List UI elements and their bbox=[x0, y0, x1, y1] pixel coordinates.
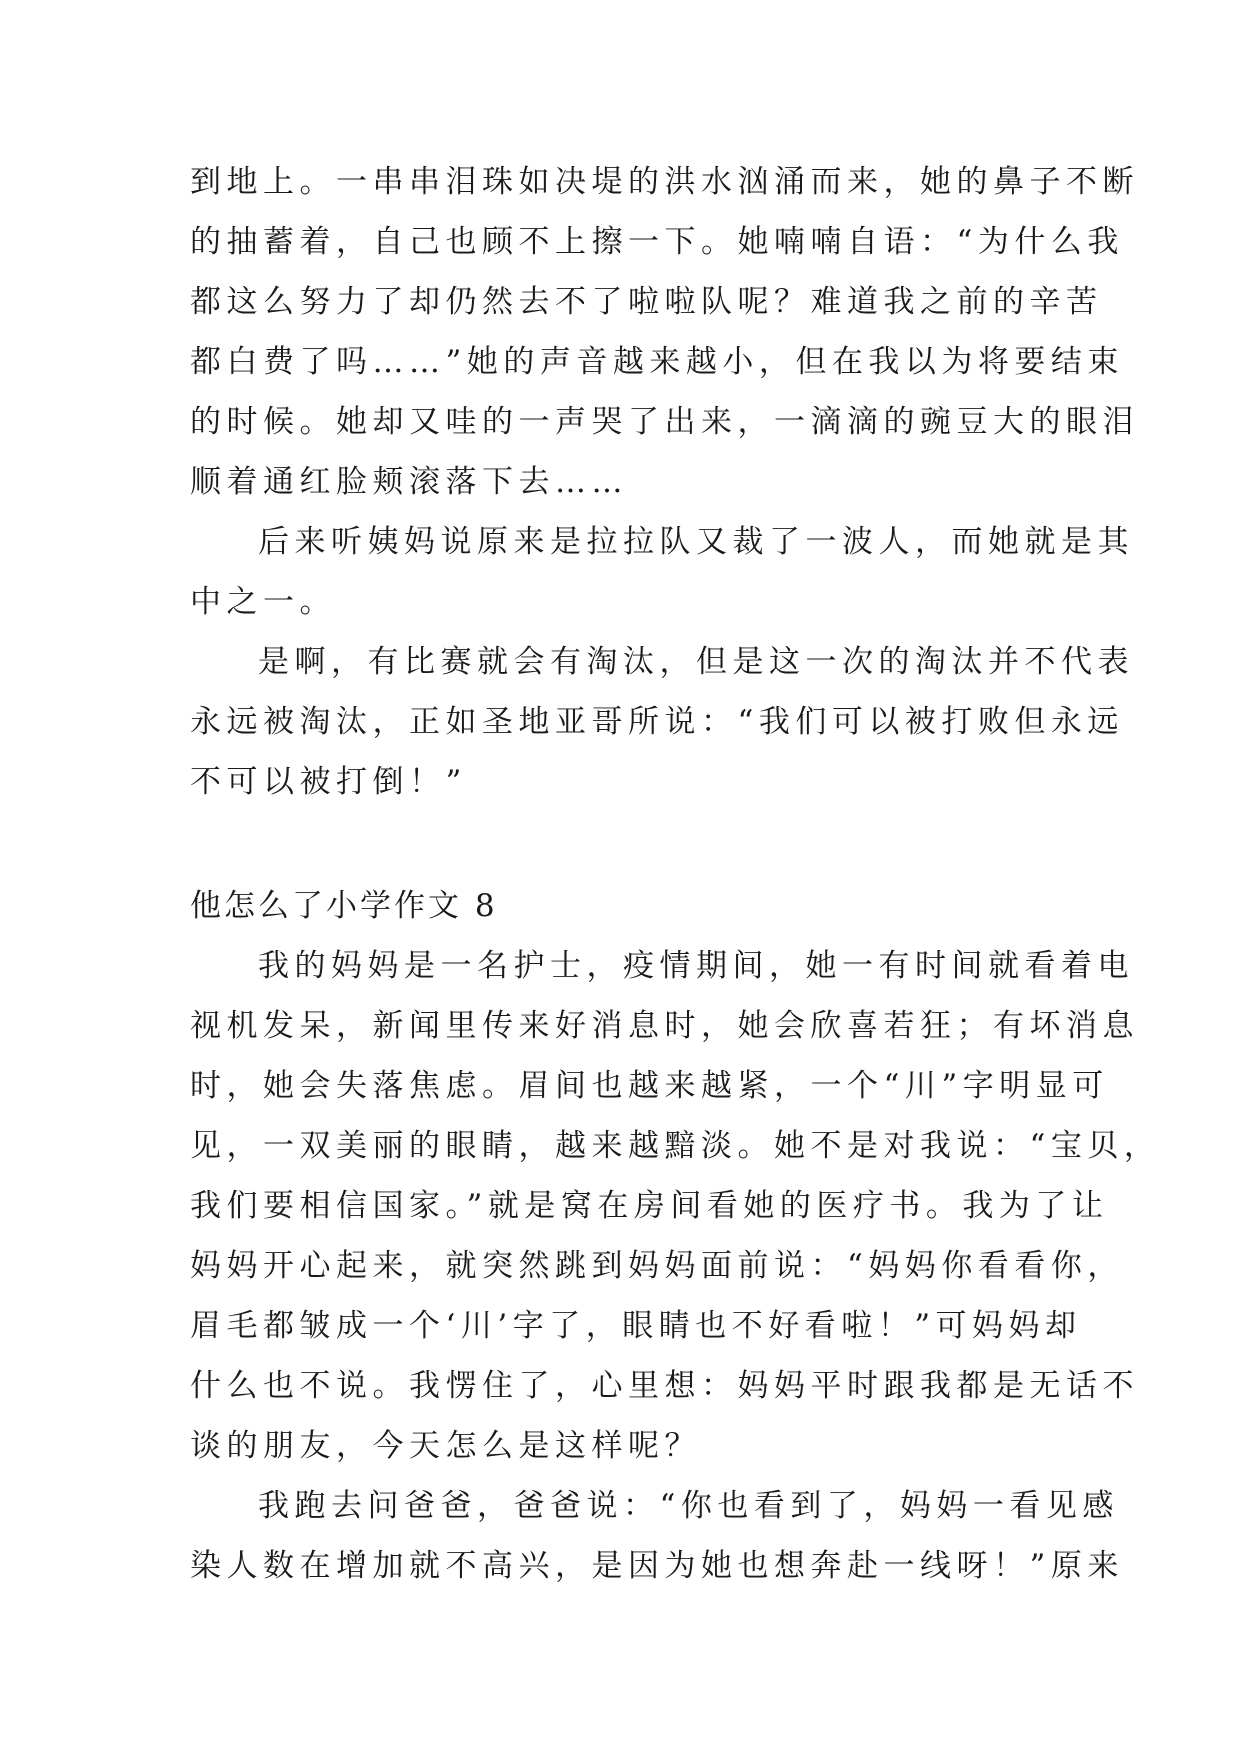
text-line: 永远被淘汰，正如圣地亚哥所说：“我们可以被打败但永远 bbox=[190, 704, 1124, 740]
text-line: 都这么努力了却仍然去不了啦啦队呢？难道我之前的辛苦 bbox=[190, 284, 1103, 320]
text-line: 什么也不说。我愣住了，心里想：妈妈平时跟我都是无话不 bbox=[190, 1368, 1139, 1404]
section-spacer bbox=[190, 812, 1050, 876]
paragraph-5 bbox=[190, 1476, 1124, 1596]
text-line: 的时候。她却又哇的一声哭了出来，一滴滴的豌豆大的眼泪 bbox=[190, 404, 1139, 440]
text-line: 我跑去问爸爸，爸爸说：“你也看到了，妈妈一看见感 bbox=[258, 1488, 1119, 1524]
text-line: 视机发呆，新闻里传来好消息时，她会欣喜若狂；有坏消息 bbox=[190, 1008, 1139, 1044]
text-line: 的抽蓄着，自己也顾不上擦一下。她喃喃自语：“为什么我 bbox=[190, 224, 1124, 260]
text-line: 中之一。 bbox=[190, 584, 336, 620]
text-line: 眉毛都皱成一个‘川’字了，眼睛也不好看啦！”可妈妈却 bbox=[190, 1308, 1082, 1344]
text-line: 不可以被打倒！” bbox=[190, 764, 467, 800]
document-page bbox=[190, 152, 1161, 1596]
text-line: 时，她会失落焦虑。眉间也越来越紧，一个“川”字明显可 bbox=[190, 1068, 1109, 1104]
paragraph-4 bbox=[190, 936, 1161, 1476]
text-line: 妈妈开心起来，就突然跳到妈妈面前说：“妈妈你看看你， bbox=[190, 1248, 1124, 1284]
paragraph-3 bbox=[190, 632, 1134, 812]
paragraph-2 bbox=[190, 512, 1134, 632]
text-line: 谈的朋友，今天怎么是这样呢？ bbox=[190, 1428, 701, 1464]
section-title: 他怎么了小学作文 8 bbox=[190, 888, 498, 924]
text-line: 我们要相信国家。”就是窝在房间看她的医疗书。我为了让 bbox=[190, 1188, 1109, 1224]
text-line: 都白费了吗……”她的声音越来越小，但在我以为将要结束 bbox=[190, 344, 1124, 380]
text-line: 后来听姨妈说原来是拉拉队又裁了一波人，而她就是其 bbox=[258, 524, 1134, 560]
text-line: 我的妈妈是一名护士，疫情期间，她一有时间就看着电 bbox=[258, 948, 1134, 984]
text-line: 到地上。一串串泪珠如决堤的洪水汹涌而来，她的鼻子不断 bbox=[190, 164, 1139, 200]
text-line: 染人数在增加就不高兴，是因为她也想奔赴一线呀！”原来 bbox=[190, 1548, 1124, 1584]
text-line: 见，一双美丽的眼睛，越来越黯淡。她不是对我说：“宝贝， bbox=[190, 1128, 1161, 1164]
text-line: 是啊，有比赛就会有淘汰，但是这一次的淘汰并不代表 bbox=[258, 644, 1134, 680]
text-line: 顺着通红脸颊滚落下去…… bbox=[190, 464, 628, 500]
paragraph-1 bbox=[190, 152, 1139, 512]
